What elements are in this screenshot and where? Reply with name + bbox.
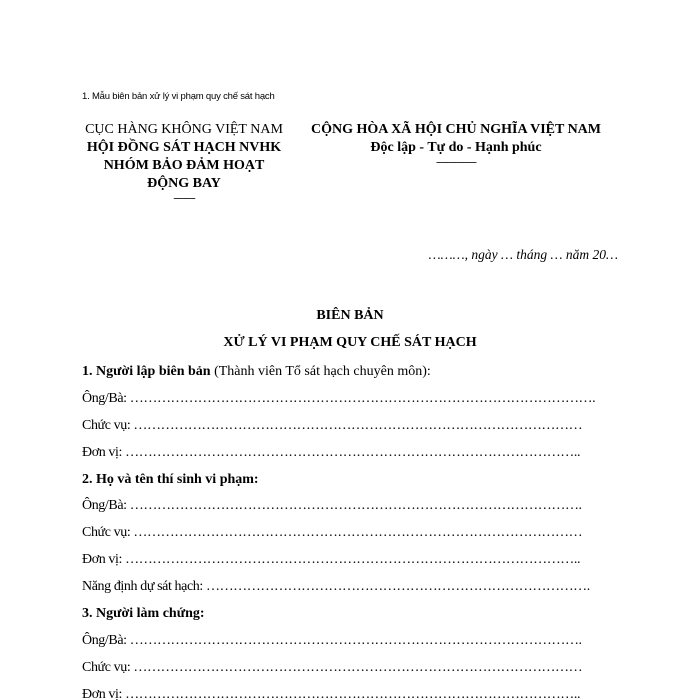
section-2-heading: 2. Họ và tên thí sinh vi phạm:	[82, 471, 259, 487]
issuing-agency-block	[82, 121, 286, 204]
witness-position-field[interactable]: Chức vụ: ………………………………………………………………………………………	[82, 659, 583, 675]
section-1-heading	[82, 362, 612, 389]
group-name: NHÓM BẢO ĐẢM HOẠT ĐỘNG BAY	[103, 158, 265, 191]
national-motto-block	[292, 121, 620, 168]
witness-unit-field[interactable]: Đơn vị: ………………………………………………………………………………………..	[82, 686, 581, 700]
date-line: ………, ngày … tháng … năm 20…	[428, 247, 618, 262]
document-subtitle: XỬ LÝ VI PHẠM QUY CHẾ SÁT HẠCH	[223, 335, 477, 350]
agency-name: CỤC HÀNG KHÔNG VIỆT NAM	[85, 122, 283, 137]
council-name: HỘI ĐỒNG SÁT HẠCH NVHK	[86, 140, 282, 155]
section-3-heading: 3. Người làm chứng:	[82, 606, 205, 622]
document-caption: 1. Mẫu biên bản xử lý vi phạm quy chế sát hạch	[82, 91, 275, 102]
document-title: BIÊN BẢN	[316, 308, 384, 323]
candidate-position-field[interactable]: Chức vụ: ………………………………………………………………………………………	[82, 525, 583, 541]
motto: Độc lập - Tự do - Hạnh phúc	[370, 140, 542, 155]
recorder-name-field[interactable]: Ông/Bà: ………………………………………………………………………………………….	[82, 390, 596, 406]
section-1-note: (Thành viên Tổ sát hạch chuyên môn):	[214, 364, 431, 379]
republic-name: CỘNG HÒA XÃ HỘI CHỦ NGHĨA VIỆT NAM	[310, 122, 601, 137]
form-body	[82, 362, 612, 700]
candidate-name-field[interactable]: Ông/Bà: ……………………………………………………………………………………….	[82, 498, 582, 514]
agency-underline: --------	[173, 192, 195, 204]
recorder-position-field[interactable]: Chức vụ: ………………………………………………………………………………………	[82, 417, 583, 433]
witness-name-field[interactable]: Ông/Bà: ……………………………………………………………………………………….	[82, 632, 582, 648]
candidate-rating-field[interactable]: Năng định dự sát hạch: ………………………………………………………………………….	[82, 579, 590, 595]
candidate-unit-field[interactable]: Đơn vị: ………………………………………………………………………………………..	[82, 552, 581, 568]
motto-underline: ---------------	[436, 156, 476, 168]
section-1-title: 1. Người lập biên bản	[82, 364, 211, 379]
recorder-unit-field[interactable]: Đơn vị: ………………………………………………………………………………………..	[82, 444, 581, 460]
